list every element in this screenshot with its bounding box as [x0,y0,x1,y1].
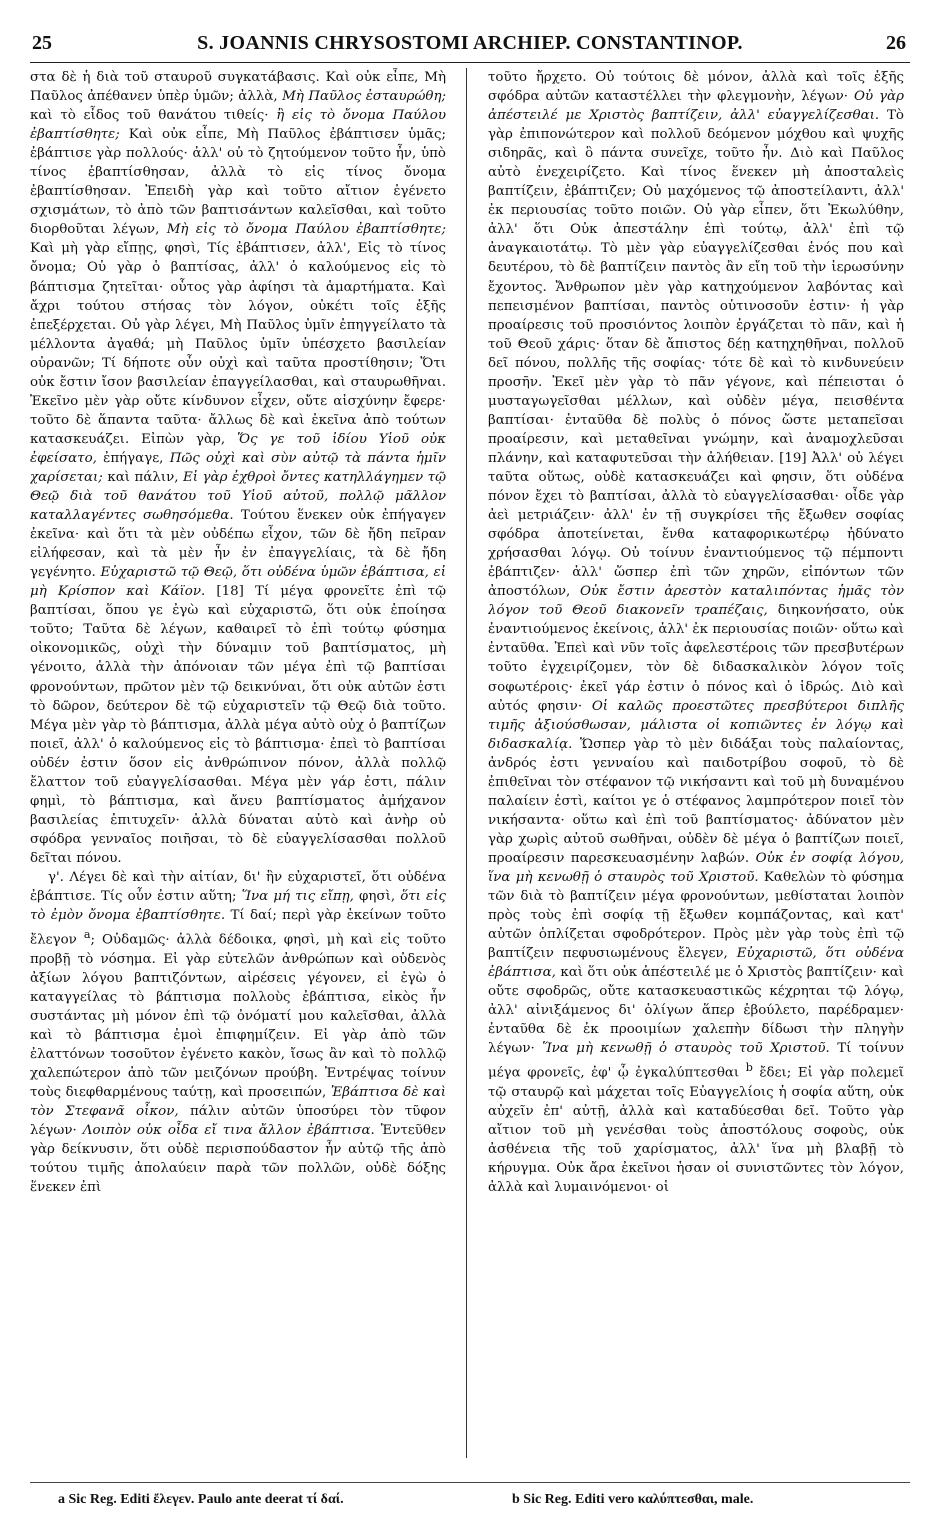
footnote-rule [30,1482,910,1483]
text-run: ; Οὐδαμῶς· ἀλλὰ δέδοικα, φησὶ, μὴ καὶ εἰς τοῦτο προβῇ τὸ νόσημα. Εἰ γὰρ εὐτελῶν ἀνθρώπων καὶ οὐδενὸς ἀξίων λόγου βαπτιζόντων, αἱρέσεις γέγονεν, εἰ ἐγὼ ὁ καταγγείλας τὸ βάπτισμα πολλοὺς ἐβάπτισα, εἰκὸς ἦν συστάντας μὴ μόνον ἐπὶ τῷ ὀνόματί μου καλεῖσθαι, ἀλλὰ καὶ τὸ βάπτισμα ἐμοὶ ἐπιφημίζειν. Εἰ γὰρ ἀπὸ τῶν ἐλαττόνων τοσοῦτον ἐγένετο κακὸν, ἴσως ἂν καὶ τὸ πολλῷ χαλεπώτερον ἀπὸ τῶν μειζόνων προύβη. Ἐντρέψας τοίνυν τοὺς διεφθαρμένους ταύτῃ, καὶ προσειπών, [30,932,446,1100]
text-run: καὶ τὸ εἶδος τοῦ θανάτου τιθείς· [30,108,269,124]
text-run: Ἐντεῦθεν γὰρ δείκνυσιν, ὅτι οὐδὲ περισπούδαστον ἦν αὐτῷ τῆς ἀπὸ τούτου τιμῆς ἀπολαύειν παρὰ τῶν πολλῶν, οὐδὲ δόξης ἕνεκεν ἐπὶ [30,1123,446,1196]
scripture-quote: Εὐχαριστῶ τῷ Θεῷ, ὅτι οὐδένα ὑμῶν ἐβάπτισα, εἰ μὴ Κρίσπον καὶ Κάϊον. [30,565,446,600]
scripture-quote: Ἵνα μή τις εἴπῃ, [241,889,354,905]
text-run: καὶ ὅτι οὐκ ἀπέστειλέ με ὁ Χριστὸς βαπτίζειν· καὶ οὔτε σφοδρῶς, οὔτε κατασκευαστικῶς κέχρηται τῷ λόγῳ, ἀλλ' αἰνιξάμενος δι' ὀλίγων ἅπερ ἐβούλετο, παρέδραμεν· ἐνταῦθα δὲ ἐκ προοιμίων χαλεπὴν δίδωσι τὴν πληγὴν λέγων· [488,965,904,1057]
text-run: ἔδει; Εἰ γὰρ πολεμεῖ τῷ σταυρῷ καὶ μάχεται τοῖς Εὐαγγελίοις ἡ σοφία αὕτη, οὐκ αὐχεῖν ἐπ' αὐτῇ, ἀλλὰ καὶ καταδύεσθαι δεῖ. Τοῦτο γὰρ αἴτιον τοῦ μὴ γενέσθαι τοὺς ἀποστόλους σοφοὺς, οὐκ ἀσθένεια τῆς τοῦ χαρίσματος, ἀλλ' ἵνα μὴ βλαβῇ τὸ κήρυγμα. Οὐκ ἄρα ἐκεῖνοι ἡσαν οἱ συνιστῶντες τὸν λόγον, ἀλλὰ καὶ λυμαινόμενοι· οἱ [488,1065,904,1196]
text-run: Τὸ γὰρ ἐπιπονώτερον καὶ πολλοῦ δεόμενον μόχθου καὶ ψυχῆς σιδηρᾶς, καὶ ὃ πάντα συνεῖχε, τοῦτο ἦν. Διὸ καὶ Παῦλος αὐτὸ ἐνεχειρίζετο. Καὶ τίνος ἕνεκεν μὴ ἀποσταλεὶς βαπτίζειν, ἐβάπτιζεν; Οὐ μαχόμενος τῷ ἀποστείλαντι, ἀλλ' ἐκ περιουσίας τοῦτο ποιῶν. Οὐ γὰρ εἶπεν, ὅτι Ἐκωλύθην, ἀλλ' ὅτι Οὐκ ἀπεστάλην ἐπὶ τούτῳ, ἀλλ' ἐπὶ τῷ ἀναγκαιοτάτῳ. Τὸ μὲν γὰρ εὐαγγελίζεσθαι ἑνός που καὶ δευτέρου, τὸ δὲ βαπτίζειν παντὸς ἂν εἴη τοῦ τὴν ἱερωσύνην ἔχοντος. Ἄνθρωπον μὲν γὰρ κατηχούμενον λαβόντας καὶ πεπεισμένον βαπτίσαι, παντὸς οὑτινοσοῦν ἐστιν· ἡ γὰρ προαίρεσις τοῦ προσιόντος λοιπὸν ἐργάζεται τὸ πᾶν, καὶ ἡ τοῦ Θεοῦ χάρις· ὅταν δὲ ἄπιστος δέῃ κατηχηθῆναι, πολλοῦ δεῖ πόνου, πολλῆς τῆς σοφίας· τότε δὲ καὶ τὸ κινδυνεύειν προσῆν. Ἐκεῖ μὲν γὰρ τὸ πᾶν γέγονε, καὶ πέπεισται ὁ μυσταγωγεῖσθαι μέλλων, καὶ οὐδὲν μέγα, πεισθέντα βαπτίσαι· ἐνταῦθα δὲ πολὺς ὁ πόνος ὥστε μεταπεῖσαι προαίρεσιν, καὶ μεταθεῖναι γνώμην, καὶ ἀναμοχλεῦσαι πλάνην, καὶ καταφυτεῦσαι τὴν ἀλήθειαν. [19] Ἀλλ' οὐ λέγει ταῦτα οὕτως, οὐδὲ κατασκευάζει καὶ φησιν, ὅτι οὐδένα πόνον ἔχει τὸ βαπτίσαι, ἀλλὰ τὸ εὐαγγελίσασθαι· οἶδε γὰρ ἀεὶ μετριάζειν· ἀλλ' ἐν τῇ συγκρίσει τῆς ἔξωθεν σοφίας σφόδρα ἀποτείνεται, ἔνθα καταφορικωτέρῳ ἠδύνατο χρήσασθαι λόγῳ. Οὐ τοίνυν ἐναντιούμενος τῷ πέμποντι ἐβάπτιζεν· ἀλλ' ὥσπερ ἐπὶ τῶν χηρῶν, εἰπόντων τῶν ἀποστόλων, [488,108,904,600]
text-run: φησὶ, [359,889,396,905]
page-number-left: 25 [32,32,52,54]
scripture-quote: ἢ εἰς τὸ ὄνομα Παύλου ἐβαπτίσθητε; [30,108,446,143]
footnote-a: a Sic Reg. Editi ἔλεγεν. Paulo ante deerat τί δαί. [58,1492,344,1507]
footnote-marker: a [83,928,91,942]
scripture-quote: Εὐχαριστῶ, ὅτι οὐδένα ἐβάπτισα, [488,946,904,981]
text-run: Ὥσπερ γὰρ τὸ μὲν διδάξαι τοὺς παλαίοντας, ἀνδρός ἐστι γενναίου καὶ παιδοτρίβου σοφοῦ, τὸ δὲ ἐπιθεῖναι τὸν στέφανον τῷ νικήσαντι καὶ τοῦ μὴ δυναμένου παλαίειν ἐστὶ, καίτοι γε ὁ στέφανος λαμπρότερον ποιεῖ τὸν νικήσαντα· οὕτω καὶ ἐπὶ τοῦ βαπτίσματος· ἀδύνατον μὲν γὰρ χωρὶς αὐτοῦ σωθῆναι, οὐδὲν δὲ μέγα ὁ βαπτίζων ποιεῖ, προαίρεσιν παρεσκευασμένην λαβών. [488,736,904,866]
text-run: καὶ πάλιν, [107,469,179,485]
scripture-quote: Οἱ καλῶς προεστῶτες πρεσβύτεροι διπλῆς τιμῆς ἀξιούσθωσαν, μάλιστα οἱ κοπιῶντες ἐν λόγῳ καὶ διδασκαλίᾳ. [488,698,904,752]
scripture-quote: Οὐ γὰρ ἀπέστειλέ με Χριστὸς βαπτίζειν, ἀλλ' εὐαγγελίζεσθαι. [488,89,904,124]
page-number-right: 26 [886,32,906,54]
scripture-quote: Λοιπὸν οὐκ οἶδα εἴ τινα ἄλλον ἐβάπτισα. [82,1123,375,1139]
scripture-quote: ὅτι εἰς τὸ ἐμὸν ὄνομα ἐβαπτίσθητε. [30,889,446,924]
text-run: στα δὲ ἡ διὰ τοῦ σταυροῦ συγκατάβασις. Καὶ οὐκ εἶπε, Μὴ Παῦλος ἀπέθανεν ὑπὲρ ὑμῶν; ἀλλὰ, [30,70,446,105]
text-run: Τί δαί; περὶ γὰρ ἐκείνων τοῦτο ἔλεγον [30,908,446,948]
text-run: Καὶ μὴ γὰρ εἴπῃς, φησὶ, Τίς ἐβάπτισεν, ἀλλ', Εἰς τὸ τίνος ὄνομα; Οὐ γὰρ ὁ βαπτίσας, ἀλλ' ὁ καλούμενος εἰς τὸ βάπτισμα ζητεῖται· οὗτος γὰρ ἀφίησι τὰ ἁμαρτήματα. Καὶ ἄχρι τούτου στήσας τὸν λόγον, οὐκέτι τοῖς ἑξῆς ἐπεξέρχεται. Οὐ γὰρ λέγει, Μὴ Παῦλος ὑμῖν ἐπηγγείλατο τὰ μέλλοντα ἀγαθά; μὴ Παῦλος ὑμῖν ὑπέσχετο βασιλείαν οὐρανῶν; Τί δήποτε οὖν οὐχὶ καὶ ταῦτα προστίθησιν; Ὅτι οὐκ ἔστιν ἴσον βασιλείαν ἐπαγγείλασθαι, καὶ σταυρωθῆναι. Ἐκεῖνο μὲν γὰρ οὔτε κίνδυνον εἶχεν, οὔτε αἰσχύνην ἔφερε· τοῦτο δὲ ἅπαντα ταῦτα· ἄλλως δὲ καὶ ἐκεῖνα ἀπὸ τούτων κατασκευάζει. Εἰπὼν γὰρ, [30,241,446,447]
left-column [30,68,446,1458]
scripture-quote: Ἐβάπτισα δὲ καὶ τὸν Στεφανᾶ οἶκον, [30,1084,446,1119]
text-run: Καθελὼν τὸ φύσημα τῶν διὰ τὸ βαπτίζειν μέγα φρονούντων, μεθίσταται λοιπὸν πρὸς τοὺς ἐπὶ σοφίᾳ τῇ ἔξωθεν κομπάζοντας, καὶ κατ' αὐτῶν ὁπλίζεται σφοδρότερον. Πρὸς μὲν γὰρ τοὺς ἐπὶ τῷ βαπτίζειν πεφυσιωμένους ἔλεγεν, [488,869,904,962]
scripture-quote: Μὴ εἰς τὸ ὄνομα Παύλου ἐβαπτίσθητε; [166,222,446,238]
scripture-quote: Εἰ γὰρ ἐχθροὶ ὄντες κατηλλάγημεν τῷ Θεῷ διὰ τοῦ θανάτου τοῦ Υἱοῦ αὐτοῦ, πολλῷ μᾶλλον καταλλαγέντες σωθησόμεθα. [30,469,446,524]
left-paragraph-1 [30,68,446,868]
text-run: τοῦτο ἤρχετο. Οὐ τούτοις δὲ μόνον, ἀλλὰ καὶ τοῖς ἑξῆς σφόδρα αὐτῶν καταστέλλει τὴν φλεγμονὴν, λέγων· [488,70,904,105]
right-paragraph-1 [488,68,904,1197]
scripture-quote: Οὐκ ἔστιν ἀρεστὸν καταλιπόντας ἡμᾶς τὸν λόγον τοῦ Θεοῦ διακονεῖν τραπέζαις, [488,584,904,619]
running-header [30,32,910,58]
scripture-quote: Πῶς οὐχὶ καὶ σὺν αὐτῷ τὰ πάντα ἡμῖν χαρίσεται; [30,450,446,485]
scripture-quote: Ὅς γε τοῦ ἰδίου Υἱοῦ οὐκ ἐφείσατο, [30,431,446,466]
footnote-marker: b [745,1061,753,1075]
scripture-quote: Μὴ Παῦλος ἐσταυρώθη; [282,89,446,105]
header-rule [30,62,910,63]
footnote-b: b Sic Reg. Editi vero καλύπτεσθαι, male. [512,1492,754,1507]
text-run: διηκονήσατο, οὐκ ἐναντιούμενος ἐκείνοις, ἀλλ' ἐκ περιουσίας ποιῶν· οὕτω καὶ ἐνταῦθα. Ἐπεὶ καὶ νῦν τοῖς ἀφελεστέροις τῶν πρεσβυτέρων τοῦτο ἐγχειρίζομεν, τὸν δὲ διδασκαλικὸν λόγον τοῖς σοφωτέροις· ἐκεῖ γάρ ἐστιν ὁ πόνος καὶ ὁ ἱδρώς. Διὸ καὶ αὐτός φησιν· [488,603,904,714]
text-run: Καὶ οὐκ εἶπε, Μὴ Παῦλος ἐβάπτισεν ὑμᾶς; ἐβάπτισε γὰρ πολλούς· ἀλλ' οὐ τὸ ζητούμενον τοῦτο ἦν, ὑπὸ τίνος ἐβαπτίσθησαν, ἀλλὰ τὸ εἰς τίνος ὄνομα ἐβαπτίσθησαν. Ἐπειδὴ γὰρ καὶ τοῦτο αἴτιον ἐγένετο σχισμάτων, τὸ ἀπὸ τῶν βαπτισάντων καλεῖσθαι, καὶ τοῦτο διορθοῦται λέγων, [30,127,446,238]
left-paragraph-2 [30,868,446,1197]
running-title: S. JOANNIS CHRYSOSTOMI ARCHIEP. CONSTANTINOP. [197,32,743,54]
column-divider [466,68,467,1458]
scripture-quote: Οὐκ ἐν σοφίᾳ λόγου, ἵνα μὴ κενωθῇ ὁ σταυρὸς τοῦ Χριστοῦ. [488,850,904,885]
right-column [488,68,904,1458]
text-run: γ'. Λέγει δὲ καὶ τὴν αἰτίαν, δι' ἣν εὐχαριστεῖ, ὅτι οὐδένα ἐβάπτισε. Τίς οὖν ἐστιν αὕτη; [30,869,446,905]
text-run: πάλιν αὐτῶν ὑποσύρει τὸν τῦφον λέγων· [30,1104,446,1139]
text-run: ἐπήγαγε, [103,450,164,466]
scripture-quote: Ἵνα μὴ κενωθῇ ὁ σταυρὸς τοῦ Χριστοῦ. [542,1041,830,1057]
text-run: Τί τοίνυν μέγα φρονεῖς, ἐφ' ᾧ ἐγκαλύπτεσθαι [488,1041,904,1081]
text-run: Τούτου ἕνεκεν οὐκ ἐπήγαγεν ἐκεῖνα· καὶ ὅτι τὰ μὲν οὐδέπω εἶχον, τῶν δὲ ἤδη πεῖραν εἰλήφεσαν, καὶ τὰ μὲν ἦν ἐν ἐπαγγελίαις, τὰ δὲ ἤδη γεγένητο. [30,508,446,581]
text-run: [18] Τί μέγα φρονεῖτε ἐπὶ τῷ βαπτίσαι, ὅπου γε ἐγὼ καὶ εὐχαριστῶ, ὅτι οὐκ ἐποίησα τοῦτο; Ταῦτα δὲ λέγων, καθαιρεῖ τὸ ἐπὶ τούτῳ φύσημα οἰκονομικῶς, οὐχὶ τὴν δύναμιν τοῦ βαπτίσματος, μὴ γένοιτο, ἀλλὰ τὴν ἀπόνοιαν τῶν μέγα ἐπὶ τῷ βαπτίσαι φρονούντων, πρῶτον μὲν τῷ δεικνύναι, ὅτι οὐκ αὐτῶν ἐστι τὸ δῶρον, δεύτερον δὲ τῷ εὐχαριστεῖν τῷ Θεῷ διὰ τοῦτο. Μέγα μὲν γὰρ τὸ βάπτισμα, ἀλλὰ μέγα αὐτὸ οὐχ ὁ βαπτίζων ποιεῖ, ἀλλ' ὁ καλούμενος εἰς τὸ βάπτισμα· ἐπεὶ τὸ βαπτίσαι οὐδέν ἐστιν ὅσον εἰς ἀνθρώπινον πόνον, ἀλλὰ πολλῷ ἔλαττον τοῦ εὐαγγελίσασθαι. Μέγα μὲν γάρ ἐστι, πάλιν φημὶ, τὸ βάπτισμα, καὶ ἄνευ βαπτίσματος ἀμήχανον βασιλείας ἐπιτυχεῖν· ἀλλὰ δύναται αὐτὸ καὶ ἀνὴρ οὐ σφόδρα γενναῖος ποιῆσαι, τὸ δὲ εὐαγγελίσασθαι πολλοῦ δεῖται πόνου. [30,584,446,866]
